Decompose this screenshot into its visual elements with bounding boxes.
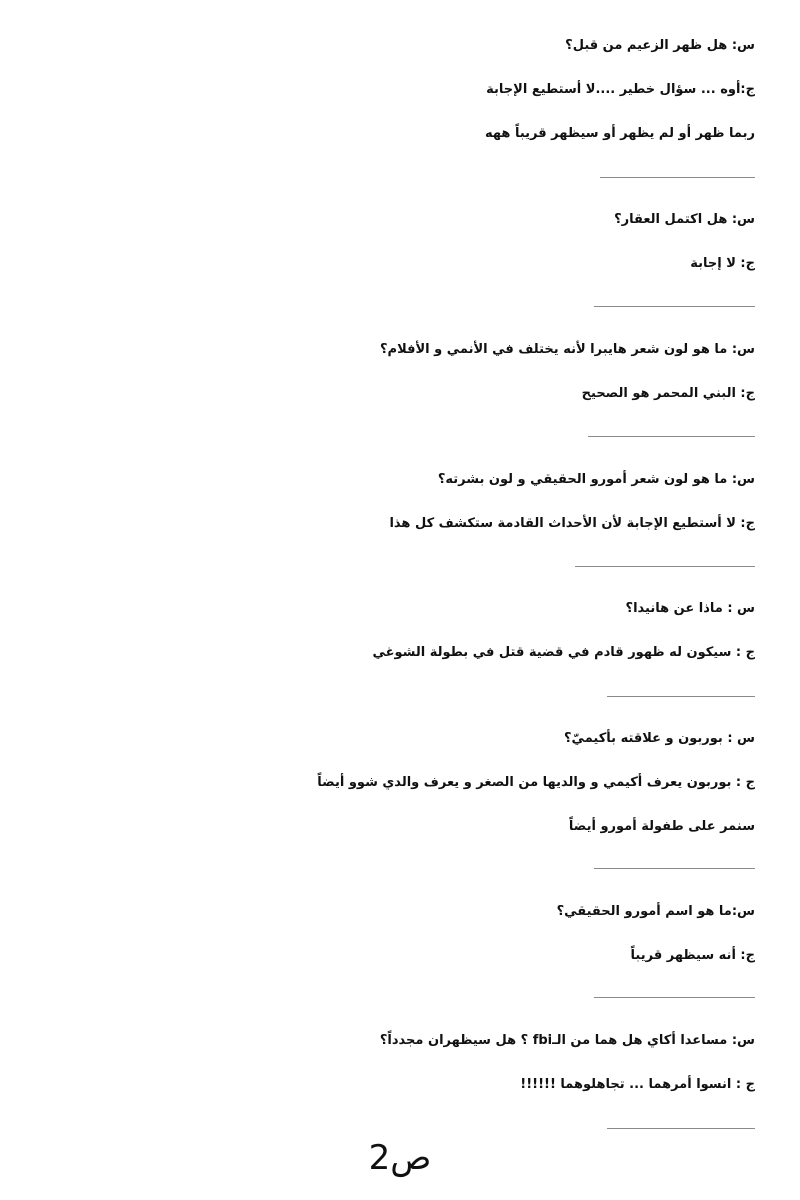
answer-text: ربما ظهر أو لم يظهر أو سيظهر قريباً ههه [484, 126, 755, 141]
separator-line [607, 1128, 755, 1129]
answer-text: ج: أنه سيظهر قريباً [630, 948, 755, 963]
question-text: س: ما هو لون شعر أمورو الحقيقي و لون بشرته؟ [437, 472, 755, 487]
separator-line [575, 566, 755, 567]
answer-text: ج : بوربون يعرف أكيمي و والديها من الصغر و يعرف والدي شوو أيضاً [317, 775, 755, 790]
question-text: س: هل ظهر الزعيم من قبل؟ [565, 38, 755, 53]
answer-text: ج : سيكون له ظهور قادم في قضية قتل في بطولة الشوغي [372, 645, 755, 660]
answer-text: ج: لا أستطيع الإجابة لأن الأحداث القادمة ستكشف كل هذا [389, 516, 755, 531]
separator-line [594, 997, 755, 998]
question-text: س: مساعدا أكاي هل هما من الـfbi ؟ هل سيظهران مجدداً؟ [379, 1033, 755, 1048]
separator-line [607, 696, 755, 697]
question-text: س : ماذا عن هانيدا؟ [625, 601, 755, 616]
separator-line [594, 868, 755, 869]
answer-text: ج : انسوا أمرهما ... تجاهلوهما !!!!!! [520, 1077, 755, 1092]
answer-text: سنمر على طفولة أمورو أيضاً [568, 819, 755, 834]
question-text: س:ما هو اسم أمورو الحقيقي؟ [556, 904, 755, 919]
answer-text: ج:أوه ... سؤال خطير ....لا أستطيع الإجابة [486, 82, 755, 97]
separator-line [600, 177, 755, 178]
answer-text: ج: لا إجابة [690, 256, 755, 271]
question-text: س: ما هو لون شعر هايبرا لأنه يختلف في الأنمي و الأفلام؟ [380, 342, 755, 357]
separator-line [588, 436, 755, 437]
answer-text: ج: البني المحمر هو الصحيح [581, 386, 755, 401]
question-text: س: هل اكتمل العقار؟ [614, 212, 755, 227]
page-number: ص2 [368, 1138, 432, 1178]
question-text: س : بوربون و علاقته بأكيميّ؟ [564, 731, 755, 746]
separator-line [594, 306, 755, 307]
